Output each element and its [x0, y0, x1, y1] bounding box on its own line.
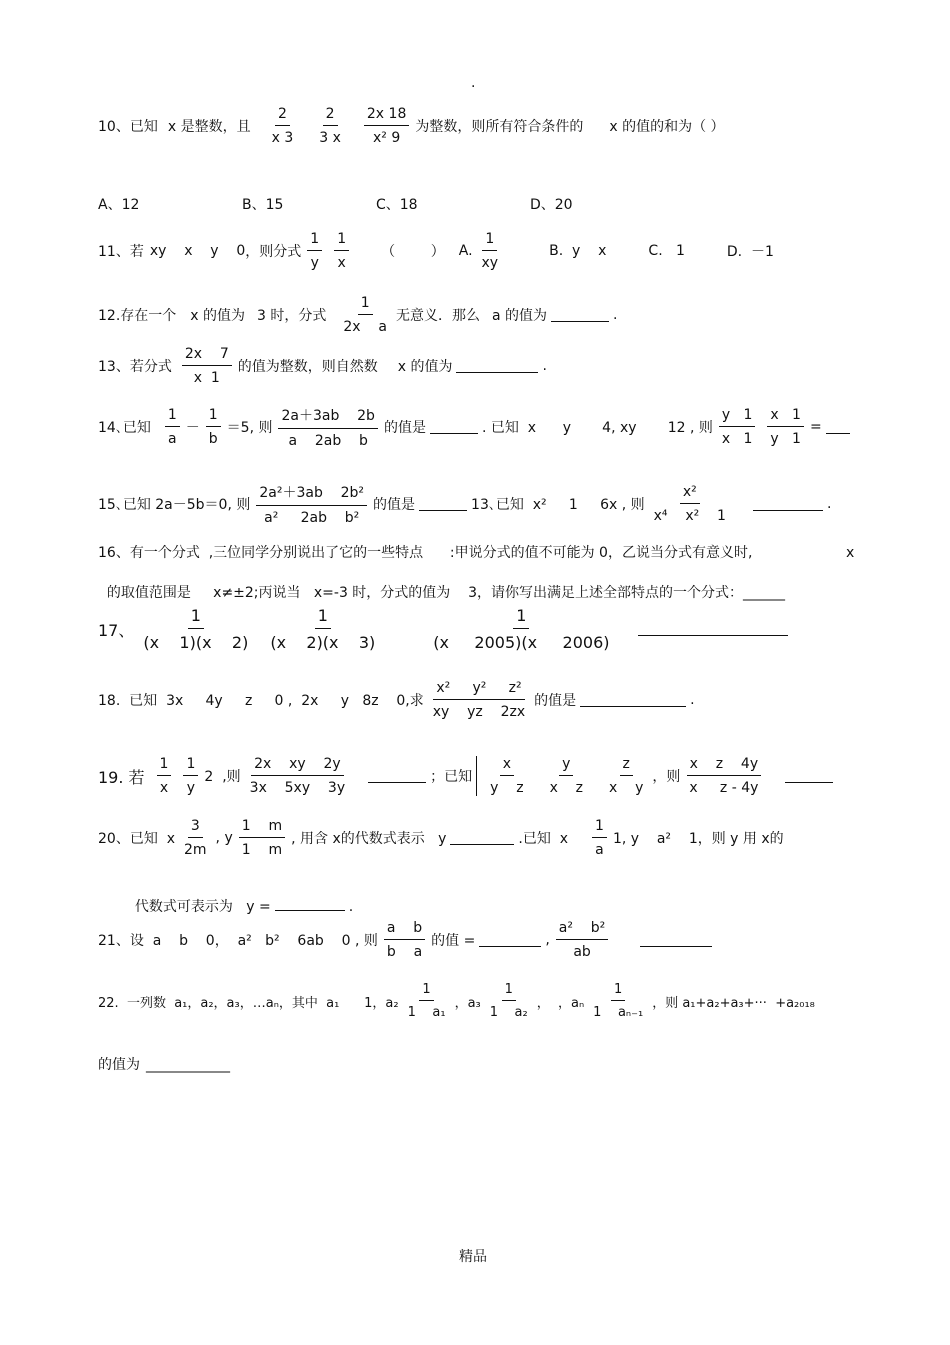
question-17: [98, 606, 792, 652]
q12-answer-blank[interactable]: [551, 309, 609, 322]
q20-text-1: 20、已知 x: [98, 831, 175, 847]
q18-answer-blank[interactable]: [580, 694, 686, 707]
question-14: [98, 405, 854, 449]
q22-line-2: [98, 1058, 230, 1072]
q15-text-2: 的值是: [373, 497, 416, 513]
q10-number: 10、已知: [98, 119, 158, 135]
q17-fraction-1: 1 (x 1)(x 2): [143, 606, 249, 652]
q17-fraction-3: 1 (x 2005)(x 2006): [433, 606, 610, 652]
q11-fraction-1: 1 y: [307, 231, 322, 271]
q16-answer-blank[interactable]: ______: [743, 585, 786, 601]
q20-fraction-1: 3 2m: [184, 818, 207, 858]
q16-line-1-x: x: [846, 545, 855, 561]
q20-text-2: , y: [215, 830, 233, 846]
q11-paren: （ ）: [381, 244, 445, 260]
q11-number: 11、若: [98, 244, 144, 260]
q21-answer-blank-1[interactable]: [479, 934, 541, 947]
q14-answer-blank-1[interactable]: [430, 421, 478, 434]
q19-number: 19. 若: [98, 767, 145, 787]
q19-fraction-3: 2x xy 2y 3x 5xy 3y: [249, 756, 346, 796]
q18-text-2: 的值是: [534, 693, 577, 709]
q14-text-4: . 已知 x y 4, xy 12 , 则: [481, 420, 713, 436]
q14-equals: =: [809, 419, 822, 435]
q10-text-1: x 是整数，且: [167, 119, 251, 135]
q21-text-1: 21、设 a b 0， a² b² 6ab 0 , 则: [98, 933, 378, 949]
q16-line-2: [98, 572, 785, 600]
q18-text-1: 18. 已知 3x 4y z 0 , 2x y 8z 0,求: [98, 693, 424, 709]
question-13: [98, 346, 547, 386]
q11-option-a: A.: [458, 243, 473, 259]
q14-text-3: 的值是: [383, 420, 426, 436]
q14-fraction-3: 2a＋3ab 2b a 2ab b: [278, 405, 377, 449]
q22-text-3: ， ，aₙ: [536, 995, 585, 1011]
q12-text-3: 3 时，分式: [257, 308, 327, 324]
q20-end: .: [348, 899, 354, 915]
q16-line-2-text: 的取值范围是 x≠±2;丙说当 x=-3 时，分式的值为 3，请你写出满足上述全部特点的一个分式：: [106, 585, 744, 601]
q10-fraction-2: 2 3 x: [319, 106, 341, 146]
q14-minus: －: [185, 420, 200, 436]
q17-fraction-2: 1 (x 2)(x 3): [270, 606, 376, 652]
q12-text-1: 12.存在一个: [98, 308, 177, 324]
q12-fraction: 1 2x a: [343, 295, 387, 335]
q13-text-2: 的值为整数，则自然数: [237, 359, 378, 375]
q20-line-2-text: 代数式可表示为 y =: [134, 899, 271, 915]
q12-end: .: [612, 307, 618, 323]
q22-text-4: ，则 a₁+a₂+a₃+··· +a₂₀₁₈: [652, 995, 815, 1011]
q11-option-d: D. －1: [726, 244, 774, 260]
q22-line-2-text: 的值为: [98, 1057, 140, 1073]
q10-option-d: D、20: [530, 197, 573, 213]
question-19: [98, 756, 837, 796]
q20-text-5: 1, y a² 1，则 y 用 x的: [612, 831, 784, 847]
question-22: [98, 982, 815, 1020]
q22-text-2: ，a₃: [454, 995, 481, 1011]
q11-fraction-2: 1 x: [334, 231, 349, 271]
q16-line-1: 16、有一个分式 ,三位同学分别说出了它的一些特点 :甲说分式的值不可能为 0，乙说当分式有意义时,: [98, 545, 753, 561]
q11-option-a-fraction: 1 xy: [481, 231, 499, 271]
q19-divider: [476, 756, 477, 796]
q14-fraction-1: 1 a: [165, 407, 180, 447]
q19-fraction-6: z x y: [609, 756, 644, 796]
q10-text-2: 为整数，则所有符合条件的: [415, 119, 584, 135]
q19-text-2: ；已知: [430, 769, 473, 785]
q19-fraction-4: x y z: [490, 756, 524, 796]
q21-fraction-2: a² b² ab: [556, 920, 609, 960]
q14-fraction-4: y 1 x 1: [719, 407, 756, 447]
q14-fraction-2: 1 b: [206, 407, 221, 447]
q21-text-2: 的值 =: [431, 933, 476, 949]
q15-fraction-1: 2a²＋3ab 2b² a² 2ab b²: [256, 482, 367, 526]
q14-answer-blank-2[interactable]: [826, 421, 850, 434]
q14-fraction-5: $\frac{x 1}{y 1}$: [767, 407, 804, 447]
q15-fraction-2: x² x⁴ x² 1: [653, 484, 726, 524]
q10-option-c: C、18: [376, 197, 418, 213]
q22-fraction-1: 1 1 a₁: [407, 982, 446, 1020]
q19-fraction-1: 1 x: [157, 756, 172, 796]
q19-fraction-5: y x z: [549, 756, 583, 796]
q19-fraction-2: 1 y: [183, 756, 198, 796]
q13-text-1: 13、若分式: [98, 359, 172, 375]
q22-fraction-2: 1 1 a₂: [489, 982, 528, 1020]
q20-line-2: [126, 884, 353, 914]
question-11: [98, 231, 774, 271]
q17-number: 17、: [98, 620, 135, 640]
q22-text-1: 22. 一列数 a₁，a₂，a₃，…aₙ，其中 a₁ 1，a₂: [98, 995, 399, 1011]
q13-end: .: [542, 358, 547, 374]
q11-condition: xy x y 0: [149, 243, 246, 259]
q19-answer-blank-2[interactable]: [785, 770, 833, 783]
q10-fraction-1: 2 x 3: [271, 106, 294, 146]
q22-answer-blank[interactable]: ____________: [146, 1057, 230, 1073]
q19-fraction-7: x z 4y x z - 4y: [686, 756, 761, 796]
question-21: [98, 920, 716, 960]
q15-text-1: 15､已知 2a－5b＝0, 则: [98, 497, 251, 513]
q19-answer-blank-1[interactable]: [368, 770, 426, 783]
q11-option-c: C. 1: [648, 243, 685, 259]
question-10: [98, 106, 725, 146]
question-15: [98, 482, 831, 526]
q12-text-5: a 的值为: [491, 308, 547, 324]
q21-fraction-1: a b b a: [384, 920, 425, 960]
q13-answer-blank[interactable]: [456, 360, 538, 373]
question-20: [98, 818, 784, 858]
q13-text-3: x 的值为: [397, 359, 453, 375]
q21-answer-blank-2[interactable]: [640, 934, 712, 947]
q10-option-b: B、15: [242, 197, 284, 213]
q14-text-1: 14､已知: [98, 420, 151, 436]
q15-text-3: 13､已知 x² 1 6x , 则: [471, 497, 645, 513]
footer-text: 精品: [459, 1249, 487, 1265]
q21-text-3: ,: [545, 932, 550, 948]
q20-answer-blank-1[interactable]: [450, 832, 514, 845]
q11-option-b: B. y x: [549, 243, 607, 259]
q15-end: .: [826, 496, 832, 512]
q18-end: .: [690, 692, 695, 708]
q20-fraction-3: 1 a: [592, 818, 607, 858]
q20-answer-blank-2[interactable]: [275, 898, 345, 911]
q13-fraction: 2x 7 x 1: [182, 346, 232, 386]
q14-text-2: ＝5, 则: [226, 420, 273, 436]
q10-fraction-3: 2x 18 x² 9: [364, 106, 409, 146]
q10-option-a: A、12: [98, 197, 140, 213]
q22-fraction-3: 1 1 aₙ₋₁: [593, 982, 644, 1020]
q20-fraction-2: 1 m 1 m: [239, 818, 285, 858]
q20-text-4: .已知 x: [518, 831, 569, 847]
question-12: [98, 295, 617, 335]
q11-text-1: ，则分式: [245, 244, 302, 260]
q12-text-4: 无意义．那么: [395, 308, 480, 324]
header-dot: .: [471, 75, 476, 91]
question-18: [98, 680, 695, 720]
q15-answer-blank-2[interactable]: [753, 498, 823, 511]
q17-answer-blank[interactable]: [638, 623, 788, 636]
q18-fraction: x² y² z² xy yz 2zx: [432, 680, 526, 720]
q15-answer-blank-1[interactable]: [419, 498, 467, 511]
q19-text-1: 2 ,则: [204, 769, 241, 785]
q19-text-3: ，则: [652, 769, 681, 785]
q12-text-2: x 的值为: [190, 308, 246, 324]
q20-text-3: , 用含 x的代数式表示 y: [291, 831, 447, 847]
q10-text-3: x 的值的和为（ ）: [609, 119, 725, 135]
